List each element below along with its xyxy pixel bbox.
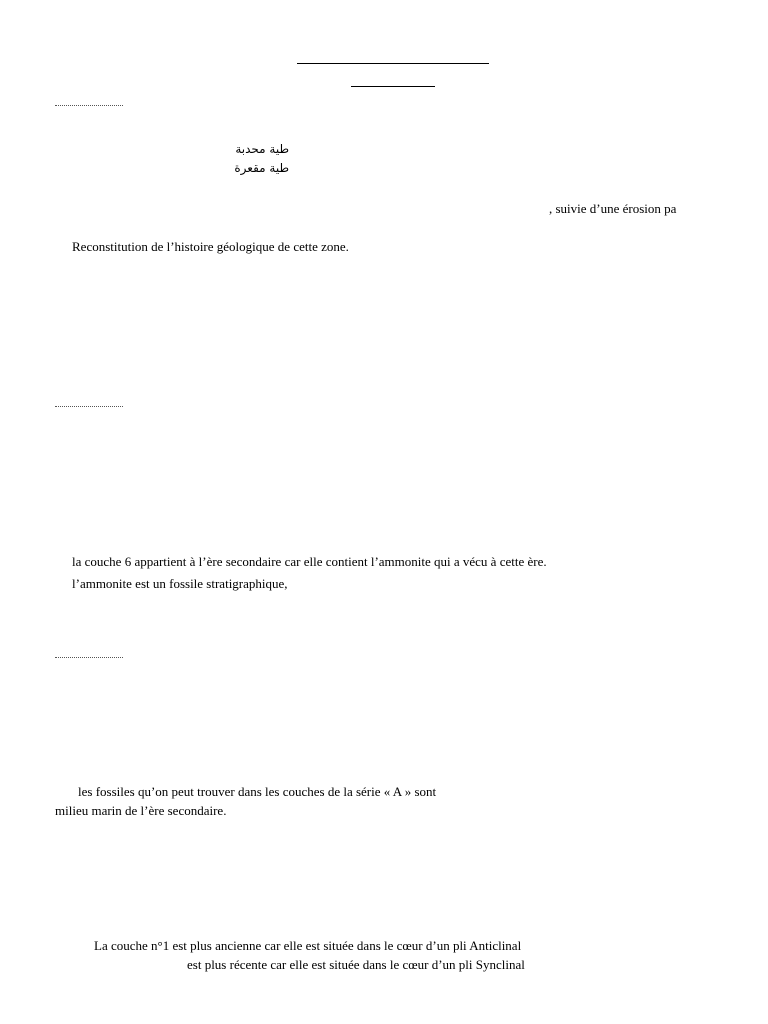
subtitle-underline <box>351 86 435 87</box>
couche6-line-1: la couche 6 appartient à l’ère secondaire car elle contient l’ammonite qui a vécu à cette ère. <box>72 554 547 569</box>
couche1-line-1: La couche n°1 est plus ancienne car elle est située dans le cœur d’un pli Anticlinal <box>94 938 522 953</box>
arabic-label-anticline: طية محدبة <box>235 142 289 156</box>
erosion-text: , suivie d’une érosion pa <box>549 201 677 216</box>
fossiles-line-1: les fossiles qu’on peut trouver dans les couches de la série « A » sont <box>78 784 437 799</box>
reconstitution-text: Reconstitution de l’histoire géologique de cette zone. <box>72 239 349 254</box>
section-marker-1 <box>55 105 123 106</box>
couche6-line-2: l’ammonite est un fossile stratigraphique, <box>72 576 288 591</box>
section-marker-3 <box>55 657 123 658</box>
section-marker-2 <box>55 406 123 407</box>
couche1-line-2: est plus récente car elle est située dans le cœur d’un pli Synclinal <box>187 957 525 972</box>
fossiles-line-2: milieu marin de l’ère secondaire. <box>55 803 227 818</box>
arabic-label-syncline: طية مقعرة <box>234 161 289 175</box>
title-underline <box>297 63 489 64</box>
